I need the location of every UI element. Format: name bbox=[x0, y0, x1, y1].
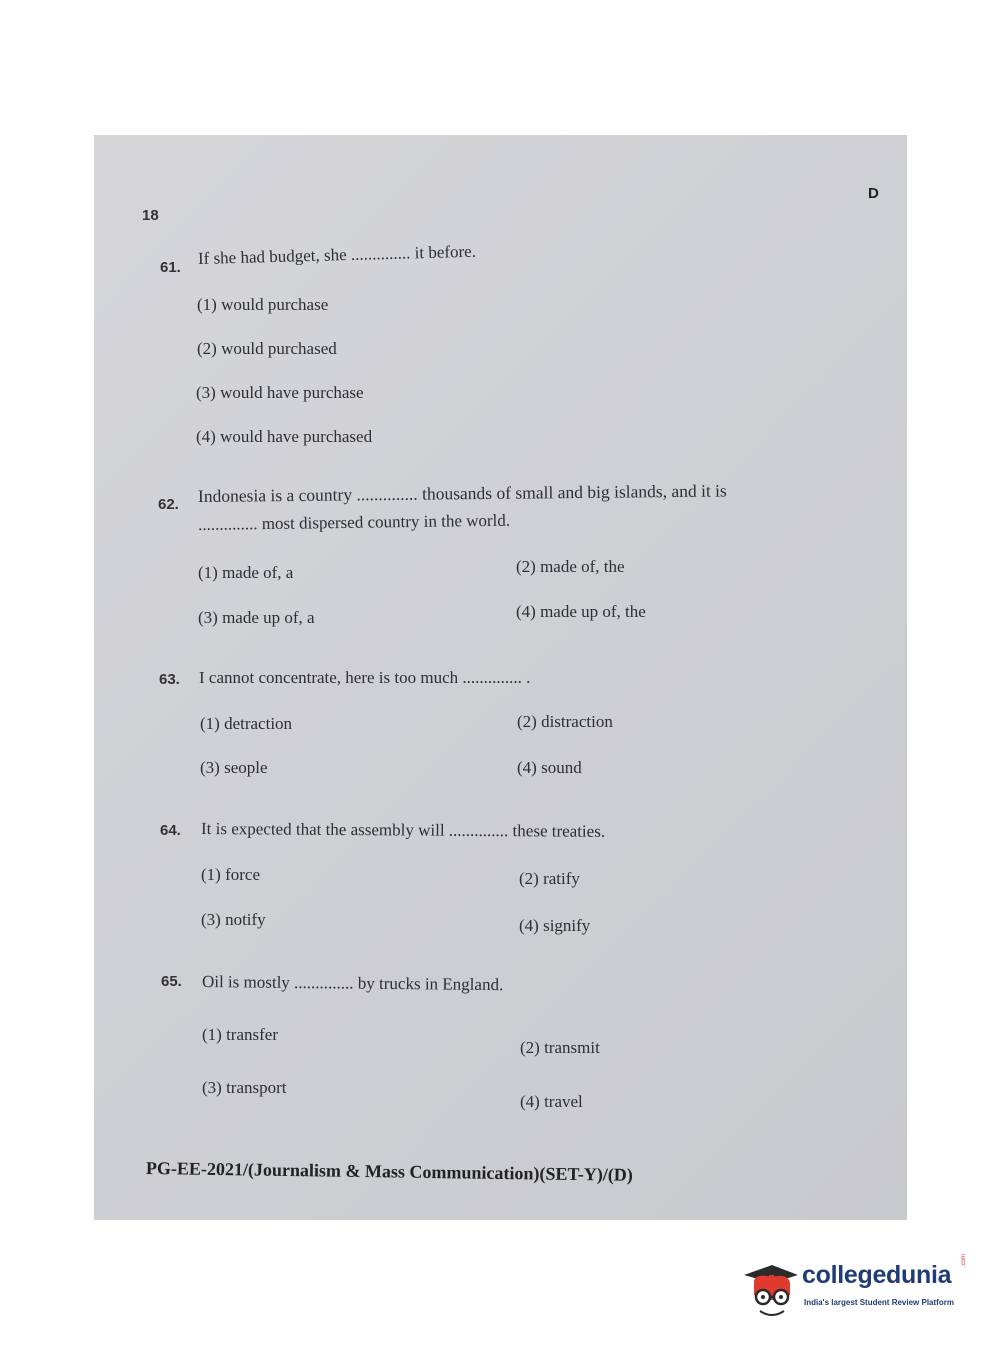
question-number: 63. bbox=[159, 671, 180, 688]
question-number: 62. bbox=[158, 496, 179, 513]
option: (3) transport bbox=[202, 1078, 287, 1097]
question-text: .............. most dispersed country in the world. bbox=[197, 510, 511, 534]
option: (4) sound bbox=[517, 758, 582, 777]
logo-domain: .com bbox=[961, 1253, 967, 1267]
question-text: If she had budget, she .............. it before. bbox=[197, 241, 477, 268]
question-number: 61. bbox=[160, 259, 181, 276]
collegedunia-logo[interactable] bbox=[742, 1253, 972, 1323]
option: (3) would have purchase bbox=[196, 383, 364, 402]
question-text: Oil is mostly .............. by trucks in England. bbox=[201, 972, 504, 995]
option: (4) travel bbox=[520, 1092, 583, 1111]
option: (1) detraction bbox=[200, 714, 293, 733]
option: (1) force bbox=[201, 865, 260, 884]
option: (2) would purchased bbox=[197, 339, 337, 358]
option: (3) seople bbox=[200, 758, 268, 777]
question-text: Indonesia is a country .............. thousands of small and big islands, and it is bbox=[197, 480, 727, 506]
option: (1) made of, a bbox=[198, 563, 294, 582]
option: (4) would have purchased bbox=[196, 427, 373, 446]
option: (2) ratify bbox=[519, 869, 580, 888]
student-mascot-icon bbox=[742, 1253, 802, 1323]
question-text: I cannot concentrate, here is too much .............. . bbox=[199, 668, 531, 687]
question-number: 65. bbox=[161, 973, 182, 990]
exam-page-photo bbox=[94, 135, 907, 1220]
page-number: 18 bbox=[142, 207, 159, 224]
option: (4) signify bbox=[519, 916, 591, 935]
option: (4) made up of, the bbox=[516, 602, 646, 621]
footer-code: PG-EE-2021/(Journalism & Mass Communication)(SET-Y)/(D) bbox=[145, 1158, 633, 1185]
logo-tagline: India's largest Student Review Platform bbox=[804, 1298, 954, 1307]
option: (2) distraction bbox=[517, 712, 613, 731]
option: (3) made up of, a bbox=[198, 608, 315, 627]
option: (2) made of, the bbox=[516, 557, 625, 576]
option: (3) notify bbox=[201, 910, 266, 929]
logo-name: collegedunia bbox=[802, 1261, 952, 1289]
question-text: It is expected that the assembly will .............. these treaties. bbox=[200, 819, 606, 841]
option: (1) transfer bbox=[202, 1025, 278, 1044]
question-number: 64. bbox=[160, 822, 181, 839]
option: (2) transmit bbox=[520, 1038, 600, 1057]
set-code: D bbox=[868, 185, 879, 202]
option: (1) would purchase bbox=[197, 295, 329, 314]
